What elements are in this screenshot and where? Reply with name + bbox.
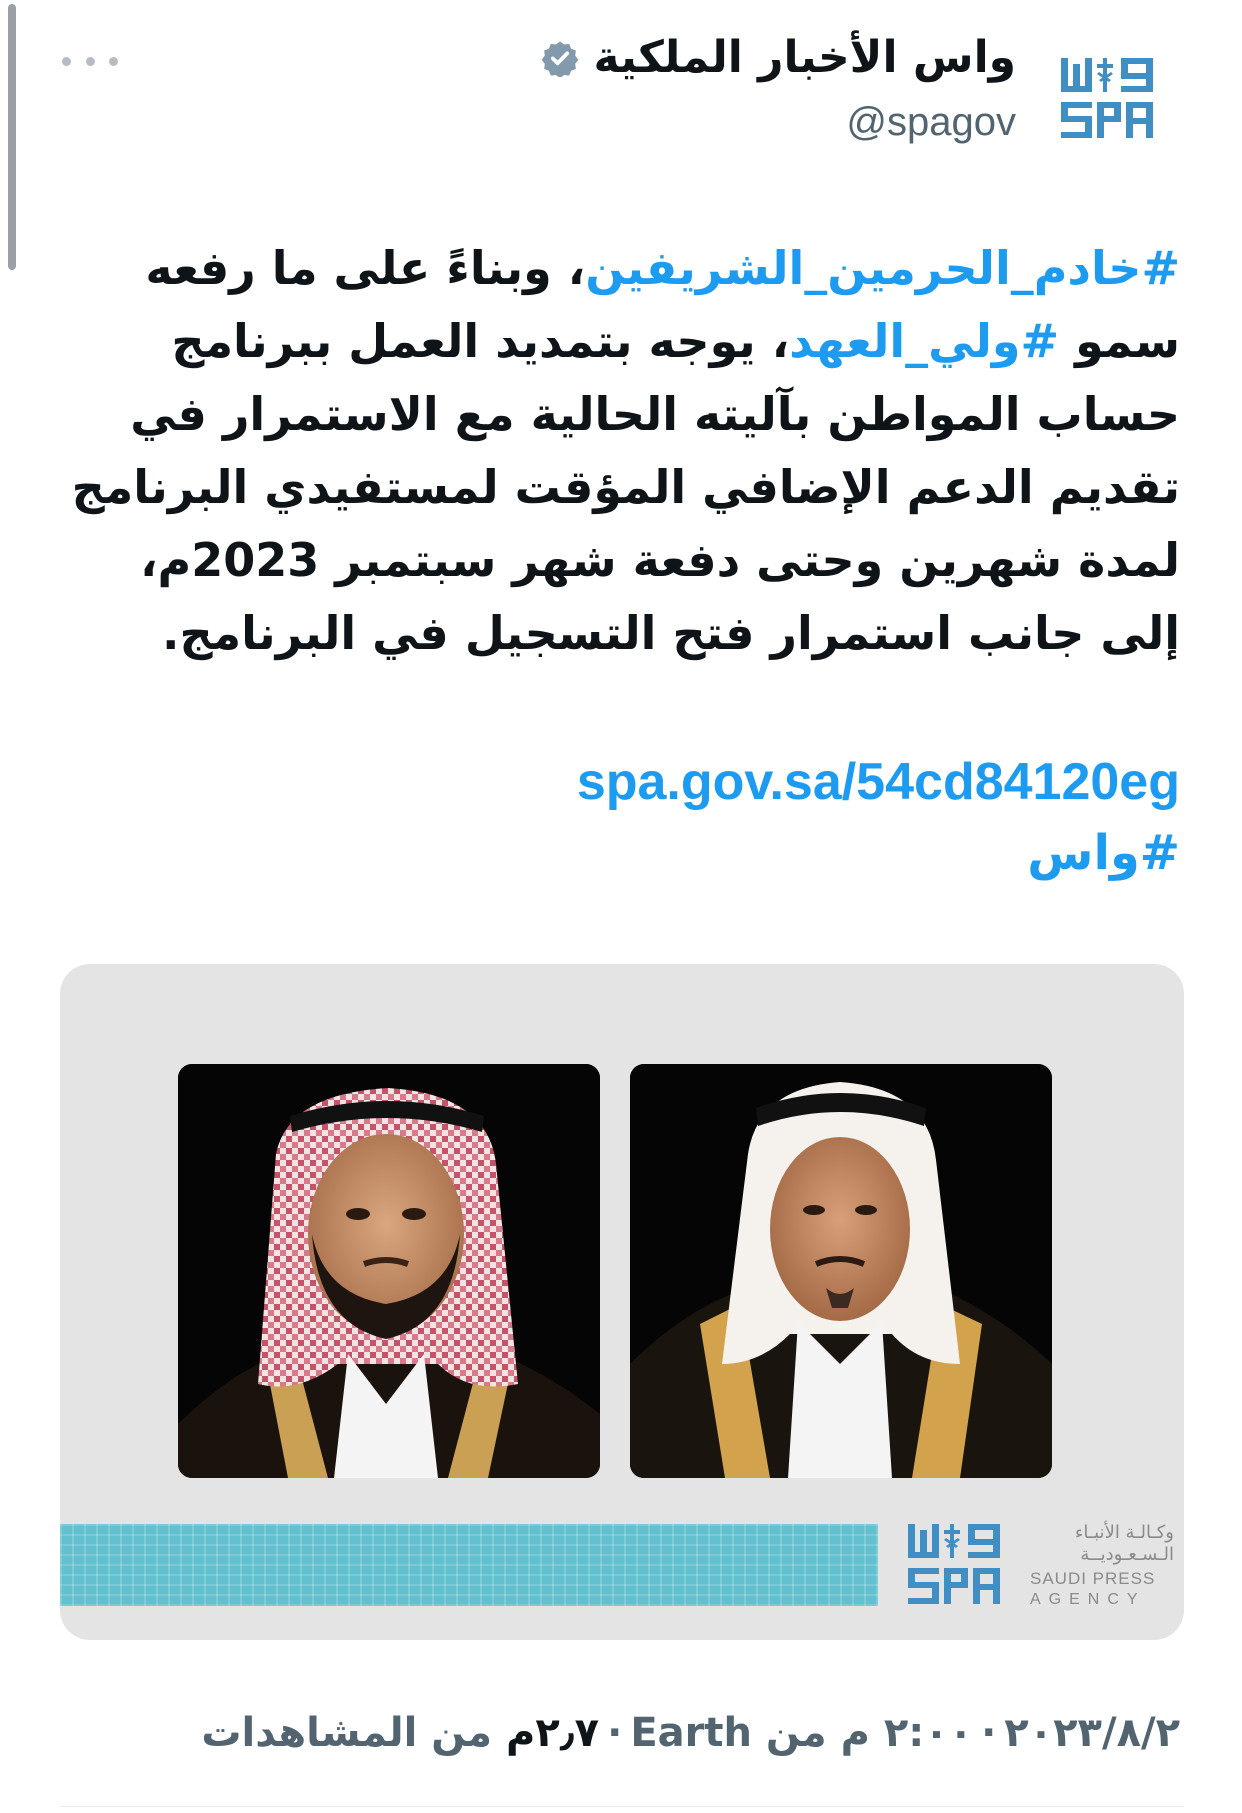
tweet-text xyxy=(60,232,1180,670)
tweet-date[interactable]: ٢٠٢٣/٨/٢ xyxy=(1004,1710,1180,1756)
hashtag-crown-prince[interactable]: #ولي_العهد xyxy=(789,314,1060,368)
spa-logo-icon xyxy=(1059,54,1165,142)
author-name[interactable]: واس الأخبار الملكية xyxy=(593,32,1016,83)
tweet-source: Earth xyxy=(630,1710,752,1756)
tweet-text-segment: ، يوجه بتمديد العمل ببرنامج حساب المواطن بآليته الحالية مع الاستمرار في تقديم الدعم الإضافي المؤقت لمستفيدي البرنامج لمدة شهرين وحتى دفعة شهر سبتمبر 2023م، إلى جانب استمرار فتح التسجيل في البرنامج. xyxy=(71,314,1180,660)
more-dot-icon xyxy=(86,57,95,66)
tweet-header xyxy=(0,24,1242,164)
divider xyxy=(60,1806,1184,1807)
views-count[interactable]: ٢٫٧م xyxy=(506,1710,600,1756)
meta-separator: · xyxy=(607,1710,623,1756)
spa-wordmark xyxy=(1030,1522,1174,1610)
spa-name-ar-line1: وكـالـة الأنبـاء xyxy=(1074,1522,1174,1543)
source-prefix: من xyxy=(765,1710,827,1756)
views-label: من المشاهدات xyxy=(201,1710,493,1756)
author-info[interactable] xyxy=(540,30,1016,148)
author-name-row xyxy=(540,30,1016,86)
verified-badge-icon[interactable] xyxy=(540,38,580,78)
spa-name-en-line1: SAUDI PRESS xyxy=(1030,1569,1156,1588)
spa-pattern-strip xyxy=(60,1524,878,1606)
spa-name-ar-line2: الـسـعـوديــة xyxy=(1080,1544,1174,1565)
tweet-meta xyxy=(201,1710,1180,1756)
portrait-crown-prince xyxy=(178,1064,600,1478)
tweet-link[interactable]: spa.gov.sa/54cd84120eg xyxy=(576,753,1180,811)
tweet-media-image[interactable] xyxy=(60,964,1184,1640)
hashtag-custodian[interactable]: #خادم_الحرمين_الشريفين xyxy=(585,241,1180,295)
tweet-time[interactable]: ٢:٠٠ م xyxy=(840,1710,974,1756)
avatar[interactable] xyxy=(1057,48,1167,148)
author-handle[interactable]: @spagov xyxy=(846,100,1016,144)
spa-name-en-line2: AGENCY xyxy=(1030,1591,1146,1608)
more-options-button[interactable] xyxy=(62,46,118,76)
portrait-king xyxy=(630,1064,1052,1478)
hashtag-spa[interactable]: #واس xyxy=(1027,825,1180,881)
tweet-text-segment: ، وبناءً على ما رفعه سمو xyxy=(145,241,1180,368)
more-dot-icon xyxy=(109,57,118,66)
meta-separator: · xyxy=(981,1710,997,1756)
more-dot-icon xyxy=(62,57,71,66)
spa-logo-icon xyxy=(906,1520,1026,1612)
